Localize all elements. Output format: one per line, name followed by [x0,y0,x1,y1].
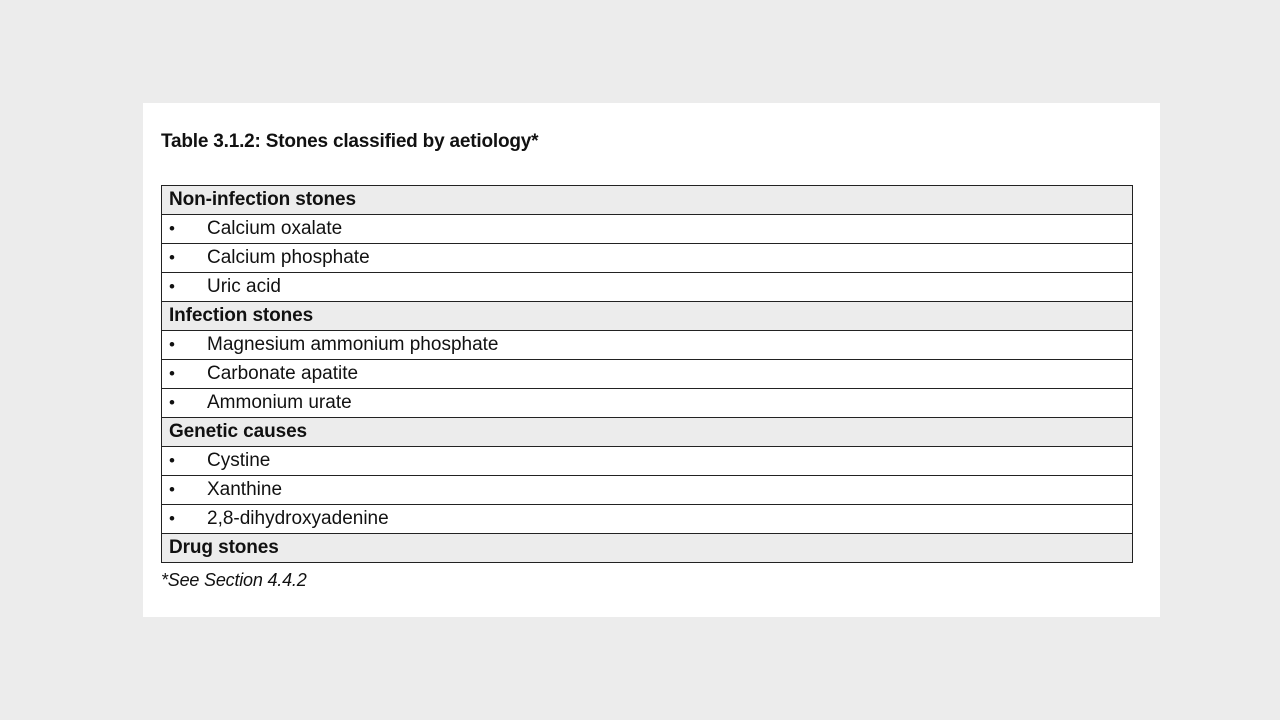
table-row [162,360,1133,389]
table-caption: Table 3.1.2: Stones classified by aetiology* [161,131,539,152]
stone-type: Calcium phosphate [207,247,370,268]
table-cell [162,389,1133,418]
bullet-icon: • [169,277,175,296]
stone-type: Magnesium ammonium phosphate [207,334,499,355]
stone-type: Ammonium urate [207,392,352,413]
bullet-icon: • [169,451,175,470]
bullet-icon: • [169,219,175,238]
table-group-row [162,418,1133,447]
bullet-icon: • [169,364,175,383]
group-heading: Non-infection stones [162,186,1133,215]
table-row [162,273,1133,302]
bullet-icon: • [169,335,175,354]
table-row [162,389,1133,418]
group-heading: Drug stones [162,534,1133,563]
group-heading: Infection stones [162,302,1133,331]
stone-type: Xanthine [207,479,283,500]
table-cell [162,331,1133,360]
table-group-row [162,534,1133,563]
document-page [143,103,1160,617]
table-cell [162,476,1133,505]
stone-type: Calcium oxalate [207,218,343,239]
table-row [162,505,1133,534]
table-cell [162,447,1133,476]
bullet-icon: • [169,393,175,412]
table-footnote: *See Section 4.4.2 [161,570,307,590]
table-group-row [162,302,1133,331]
stone-type: 2,8-dihydroxyadenine [207,508,389,529]
table-group-row [162,186,1133,215]
stones-table [161,185,1133,563]
table-cell [162,360,1133,389]
table-row [162,331,1133,360]
bullet-icon: • [169,248,175,267]
table-row [162,476,1133,505]
table-row [162,447,1133,476]
stone-type: Uric acid [207,276,281,297]
table-cell [162,505,1133,534]
table-row [162,244,1133,273]
table-cell [162,273,1133,302]
table-cell [162,215,1133,244]
bullet-icon: • [169,480,175,499]
stone-type: Cystine [207,450,271,471]
stone-type: Carbonate apatite [207,363,359,384]
table-row [162,215,1133,244]
bullet-icon: • [169,509,175,528]
group-heading: Genetic causes [162,418,1133,447]
table-cell [162,244,1133,273]
